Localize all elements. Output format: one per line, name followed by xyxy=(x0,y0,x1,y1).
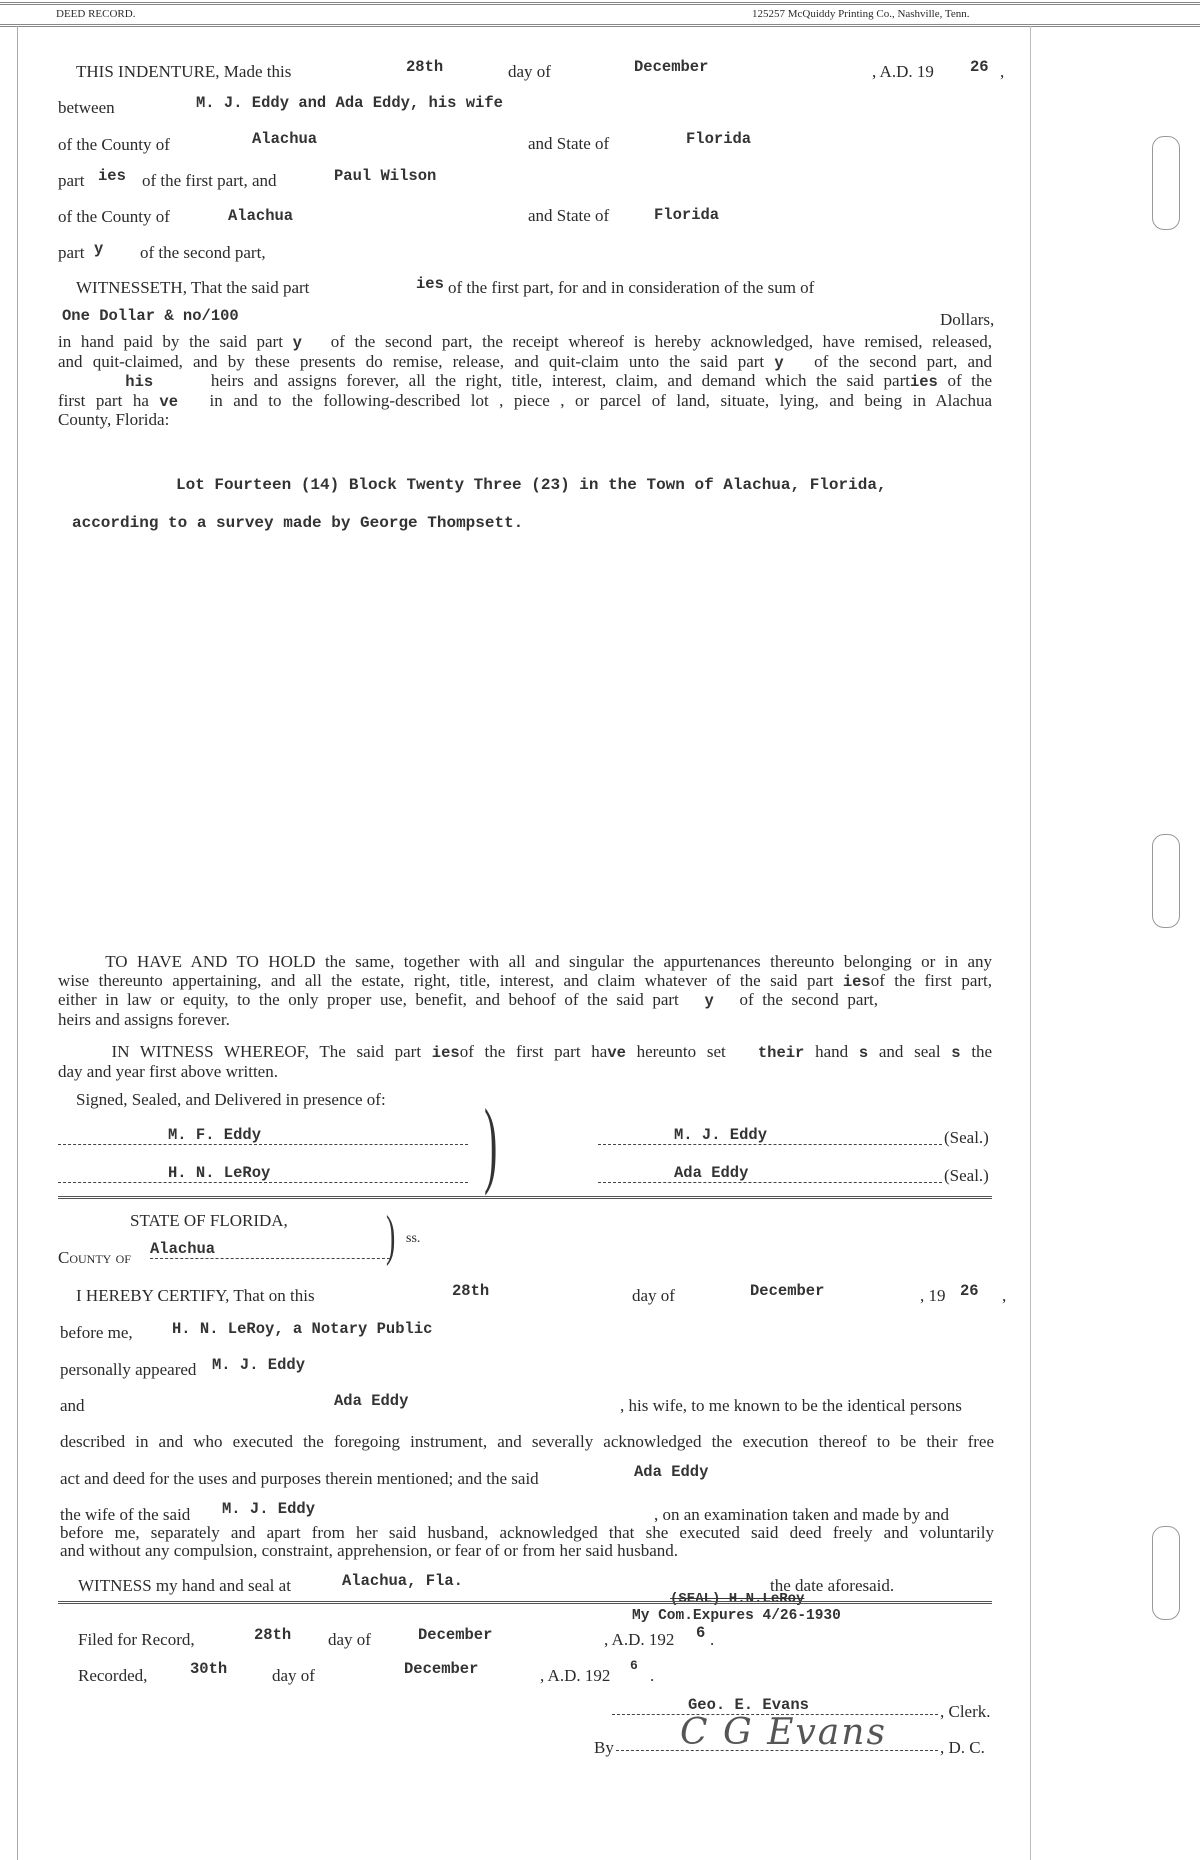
recorded-month: December xyxy=(404,1660,479,1678)
grant-text: and quit-claimed, and by these presents do remise, release, and quit-claim unto the said part xyxy=(58,351,765,371)
notary-seal: (SEAL) H.N.LeRoy xyxy=(670,1591,805,1607)
part-suffix: y xyxy=(94,240,104,258)
ad-label: , A.D. 192 xyxy=(540,1666,611,1685)
state-label: and State of xyxy=(528,206,610,225)
recorded-year: 6 xyxy=(630,1658,638,1673)
grantor-signature-line xyxy=(598,1126,942,1145)
filed-year: 6 xyxy=(696,1624,706,1642)
testimonium-text: and seal xyxy=(878,1042,941,1061)
state-heading: STATE OF FLORIDA, xyxy=(130,1211,288,1230)
brace: ) xyxy=(386,1206,396,1268)
period: . xyxy=(650,1666,655,1685)
witness-signature-line xyxy=(58,1164,468,1183)
part-suffix: ies xyxy=(431,1044,460,1062)
grant-line xyxy=(58,392,992,412)
testimonium-line xyxy=(58,1043,992,1063)
witnesseth-text: of the first part, for and in consideration of the sum of xyxy=(448,278,815,297)
signed-sealed-label: Signed, Sealed, and Delivered in presence of: xyxy=(76,1090,386,1109)
pronoun: their xyxy=(757,1044,805,1062)
exam-text: and without any compulsion, constraint, apprehension, or fear of or from her said husband. xyxy=(60,1541,678,1560)
binder-tab xyxy=(1152,834,1180,928)
witness-name: H. N. LeRoy xyxy=(168,1164,271,1182)
witness-notary-text: WITNESS my hand and seal at xyxy=(78,1576,291,1595)
binder-tab xyxy=(1152,1526,1180,1620)
act-text: act and deed for the uses and purposes therein mentioned; and the said xyxy=(60,1469,539,1488)
seal-label: (Seal.) xyxy=(944,1166,989,1185)
seal-label: (Seal.) xyxy=(944,1128,989,1147)
habendum-clause xyxy=(58,953,992,1029)
filed-day: 28th xyxy=(254,1626,292,1644)
habendum-text: of the first part, xyxy=(870,970,992,990)
grant-line xyxy=(58,333,992,353)
testimonium-clause xyxy=(58,1043,992,1081)
part-suffix: ies xyxy=(842,972,871,991)
grant-text: of the xyxy=(947,371,993,390)
person1: M. J. Eddy xyxy=(212,1356,306,1374)
second-part-label: of the second part, xyxy=(140,243,266,262)
date-aforesaid: the date aforesaid. xyxy=(770,1576,895,1595)
header-rule-top xyxy=(0,2,1200,5)
indenture-text: , xyxy=(1000,62,1005,81)
section-rule xyxy=(58,1601,992,1604)
habendum-text: either in law or equity, to the only proper use, benefit, and behoof of the said part xyxy=(58,990,679,1009)
recorded-day: 30th xyxy=(190,1660,228,1678)
habendum-line: heirs and assigns forever. xyxy=(58,1009,230,1029)
grant-line: County, Florida: xyxy=(58,410,170,429)
consideration-sum: One Dollar & no/100 xyxy=(62,307,239,325)
husband-name: M. J. Eddy xyxy=(222,1500,316,1518)
part-suffix: ies xyxy=(98,167,126,185)
header-rule-bottom xyxy=(0,24,1200,27)
brace: ) xyxy=(484,1088,498,1197)
testimonium-text: hand xyxy=(815,1042,849,1061)
habendum-text: TO HAVE AND TO HOLD the same, together with all and singular the appurtenances thereunto belonging or in any xyxy=(105,952,993,971)
part-suffix: ve xyxy=(159,392,178,411)
clerk-name: Geo. E. Evans xyxy=(688,1696,809,1714)
state-label: and State of xyxy=(528,134,610,153)
part-suffix: ve xyxy=(607,1044,626,1062)
testimonium-line: day and year first above written. xyxy=(58,1061,278,1081)
by-label: By xyxy=(594,1738,614,1757)
certify-text: I HEREBY CERTIFY, That on this xyxy=(76,1286,315,1305)
period: . xyxy=(710,1630,715,1649)
recorded-label: Recorded, xyxy=(78,1666,148,1685)
county-label: of the County of xyxy=(58,135,170,154)
first-part-label: of the first part, and xyxy=(142,171,277,190)
grant-text: of the second part, the receipt whereof is hereby acknowledged, have remised, released, xyxy=(330,332,993,351)
part-label: part xyxy=(58,171,85,190)
testimonium-text: of the first part ha xyxy=(459,1042,608,1061)
testimonium-text: the xyxy=(971,1042,993,1061)
grantee-county: Alachua xyxy=(228,207,294,225)
deputy-handwritten-signature: C G Evans xyxy=(680,1712,887,1753)
grantor-signature-line xyxy=(598,1164,942,1183)
and-label: and xyxy=(60,1396,85,1415)
witness-place: Alachua, Fla. xyxy=(342,1572,463,1590)
testimonium-text: hereunto set xyxy=(636,1042,726,1061)
filed-label: Filed for Record, xyxy=(78,1630,195,1649)
indenture-text: day of xyxy=(508,62,551,81)
habendum-text: wise thereunto appertaining, and all the estate, right, title, interest, and claim whatever of the said part xyxy=(58,970,834,990)
witness-name: M. F. Eddy xyxy=(168,1126,262,1144)
grantor-county: Alachua xyxy=(252,130,318,148)
ack-year: 26 xyxy=(960,1282,979,1300)
between-label: between xyxy=(58,98,115,117)
grant-text: in hand paid by the said part xyxy=(58,332,283,351)
property-description-line: according to a survey made by George Thompsett. xyxy=(72,514,524,532)
grantors: M. J. Eddy and Ada Eddy, his wife xyxy=(196,94,503,112)
part-suffix: ies xyxy=(416,275,444,293)
ack-month: December xyxy=(750,1282,825,1300)
plural-suffix: s xyxy=(858,1044,869,1062)
grantor-name: Ada Eddy xyxy=(674,1164,749,1182)
form-title: DEED RECORD. xyxy=(56,8,136,20)
dc-label: , D. C. xyxy=(940,1738,985,1757)
clerk-label: , Clerk. xyxy=(940,1702,991,1721)
witnesseth-text: WITNESSETH, That the said part xyxy=(76,278,310,297)
county-label: of the County of xyxy=(58,207,170,226)
right-margin-line xyxy=(1030,26,1031,1860)
notary-officer: H. N. LeRoy, a Notary Public xyxy=(172,1320,433,1338)
indenture-day: 28th xyxy=(406,58,444,76)
county-value: Alachua xyxy=(150,1240,216,1258)
grant-text: of the second part, and xyxy=(814,351,993,371)
binder-tab xyxy=(1152,136,1180,230)
year-prefix: , 19 xyxy=(920,1286,946,1305)
property-description-line: Lot Fourteen (14) Block Twenty Three (23) in the Town of Alachua, Florida, xyxy=(176,476,887,494)
habendum-text: of the second part, xyxy=(739,990,878,1009)
exam-text: , on an examination taken and made by and xyxy=(654,1505,950,1524)
grantee-state: Florida xyxy=(654,206,720,224)
indenture-month: December xyxy=(634,58,709,76)
before-label: before me, xyxy=(60,1323,133,1342)
witness-signature-line xyxy=(58,1126,468,1145)
wife-of-label: the wife of the said xyxy=(60,1505,191,1524)
person2: Ada Eddy xyxy=(334,1392,409,1410)
dollars-label: Dollars, xyxy=(940,310,995,329)
left-margin-line xyxy=(17,26,18,1860)
exam-text: before me, separately and apart from her said husband, acknowledged that she executed said deed freely and voluntarily xyxy=(60,1523,994,1542)
appeared-label: personally appeared xyxy=(60,1360,197,1379)
printer-imprint: 125257 McQuiddy Printing Co., Nashville, Tenn. xyxy=(752,8,970,20)
indenture-text: THIS INDENTURE, Made this xyxy=(76,62,292,81)
day-of-label: day of xyxy=(632,1286,675,1305)
grant-text: first part ha xyxy=(58,390,149,410)
day-of-label: day of xyxy=(272,1666,315,1685)
county-label: County of xyxy=(58,1248,131,1267)
habendum-line xyxy=(58,972,992,992)
grant-text: in and to the following-described lot , piece , or parcel of land, situate, lying, and being in Alachua xyxy=(209,390,993,410)
ack-day: 28th xyxy=(452,1282,490,1300)
plural-suffix: s xyxy=(951,1044,961,1062)
habendum-line xyxy=(58,953,992,972)
grantor-state: Florida xyxy=(686,130,752,148)
indenture-text: , A.D. 19 xyxy=(872,62,934,81)
pronoun: his xyxy=(125,373,154,391)
grantor-name: M. J. Eddy xyxy=(674,1126,768,1144)
notary-commission: My Com.Expures 4/26-1930 xyxy=(632,1608,841,1624)
part-label: part xyxy=(58,243,85,262)
habendum-line xyxy=(58,991,878,1011)
grantee: Paul Wilson xyxy=(334,167,437,185)
wife-text: , his wife, to me known to be the identical persons xyxy=(620,1396,962,1415)
section-rule xyxy=(58,1196,992,1199)
grant-line xyxy=(58,372,992,392)
testimonium-text: IN WITNESS WHEREOF, The said part xyxy=(111,1042,422,1061)
part-suffix: y xyxy=(704,992,714,1010)
part-suffix: ies xyxy=(909,373,938,391)
grant-line xyxy=(58,353,992,373)
county-field xyxy=(150,1240,390,1259)
part-suffix: y xyxy=(774,353,784,372)
grant-clause xyxy=(58,333,992,430)
grant-text: heirs and assigns forever, all the right, title, interest, claim, and demand which the said part xyxy=(210,371,910,390)
indenture-year: 26 xyxy=(970,58,989,76)
part-suffix: y xyxy=(292,334,302,352)
ss-label: ss. xyxy=(406,1231,421,1246)
day-of-label: day of xyxy=(328,1630,371,1649)
comma: , xyxy=(1002,1286,1007,1305)
wife-name: Ada Eddy xyxy=(634,1463,709,1481)
ad-label: , A.D. 192 xyxy=(604,1630,675,1649)
described-text: described in and who executed the foregoing instrument, and severally acknowledged the execution thereof to be their free xyxy=(60,1432,994,1451)
filed-month: December xyxy=(418,1626,493,1644)
